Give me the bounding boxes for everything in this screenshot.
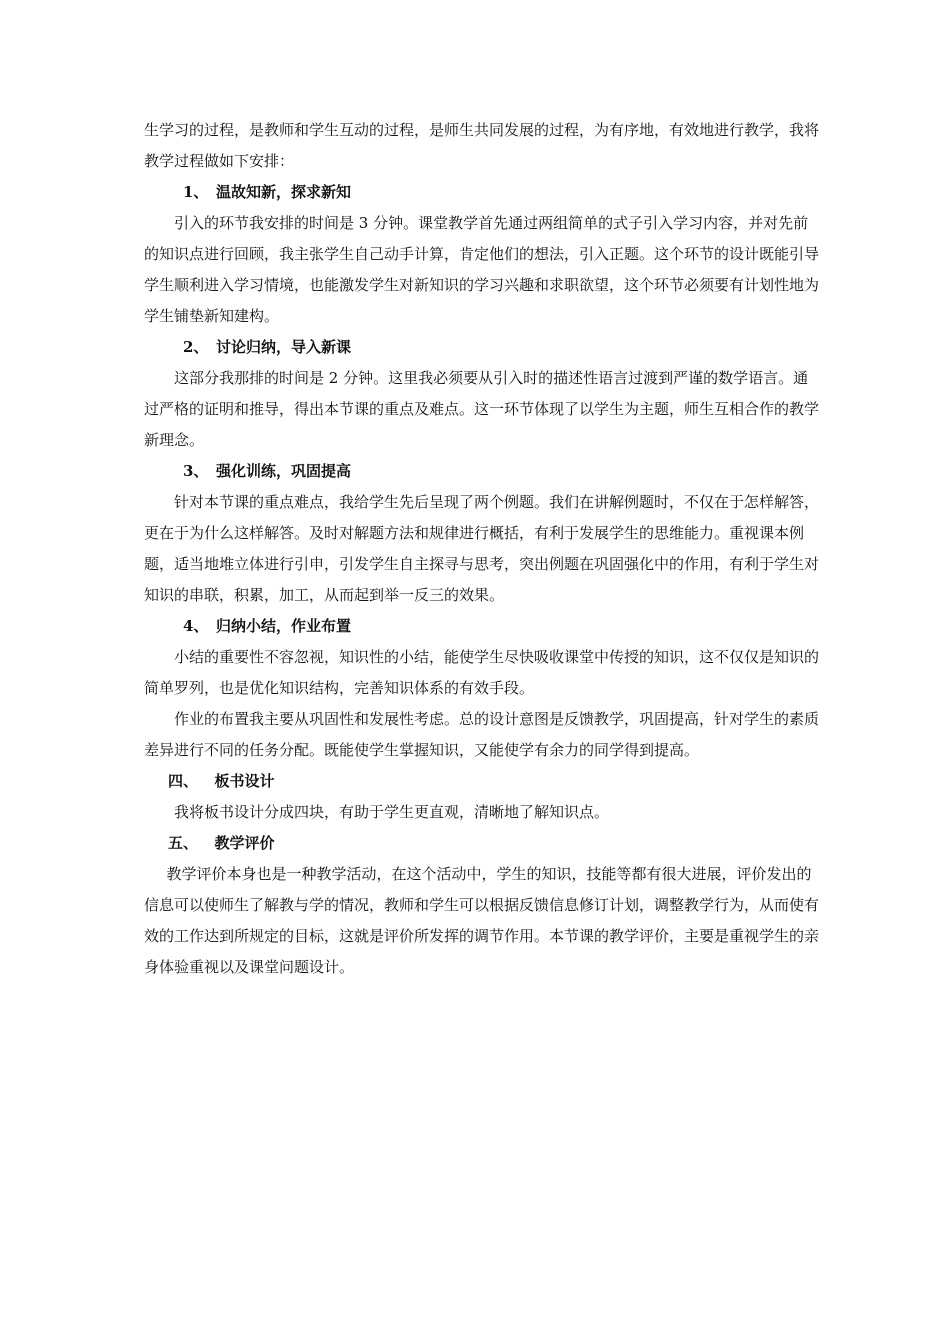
- part-number: 四、: [168, 772, 199, 790]
- part-heading-5: [144, 828, 820, 859]
- section-number: 4、: [183, 617, 209, 635]
- part-heading-4: [144, 766, 820, 797]
- section-3-paragraph-1: 针对本节课的重点难点，我给学生先后呈现了两个例题。我们在讲解例题时，不仅在于怎样解答，更在于为什么这样解答。及时对解题方法和规律进行概括，有利于发展学生的思维能力。重视课本例题，适当地堆立体进行引申，引发学生自主探寻与思考，突出例题在巩固强化中的作用，有利于学生对知识的串联，积累，加工，从而起到举一反三的效果。: [144, 493, 820, 604]
- section-number: 1、: [183, 183, 209, 201]
- part-title: 教学评价: [214, 834, 275, 852]
- part-4-paragraph: 我将板书设计分成四块，有助于学生更直观，清晰地了解知识点。: [174, 803, 610, 821]
- part-number: 五、: [168, 834, 199, 852]
- section-title: 温故知新，探求新知: [216, 183, 352, 201]
- section-heading-3: [144, 456, 820, 487]
- part-title: 板书设计: [214, 772, 275, 790]
- intro-paragraph: 生学习的过程，是教师和学生互动的过程，是师生共同发展的过程，为有序地，有效地进行教学，我将教学过程做如下安排：: [144, 121, 820, 170]
- section-4-paragraph-2: 作业的布置我主要从巩固性和发展性考虑。总的设计意图是反馈教学，巩固提高，针对学生的素质差异进行不同的任务分配。既能使学生掌握知识，又能使学有余力的同学得到提高。: [144, 710, 820, 759]
- part-5-paragraph: 教学评价本身也是一种教学活动，在这个活动中，学生的知识，技能等都有很大进展，评价发出的信息可以使师生了解教与学的情况，教师和学生可以根据反馈信息修订计划，调整教学行为，从而使有效的工作达到所规定的目标，这就是评价所发挥的调节作用。本节课的教学评价，主要是重视学生的亲身体验重视以及课堂问题设计。: [144, 865, 820, 976]
- section-number: 3、: [183, 462, 209, 480]
- section-2-paragraph-1: 这部分我那排的时间是 2 分钟。这里我必须要从引入时的描述性语言过渡到严谨的数学语言。通过严格的证明和推导，得出本节课的重点及难点。这一环节体现了以学生为主题，师生互相合作的教学新理念。: [144, 369, 820, 449]
- section-title: 归纳小结，作业布置: [216, 617, 352, 635]
- section-heading-1: [144, 177, 820, 208]
- section-number: 2、: [183, 338, 209, 356]
- section-1-paragraph-1: 引入的环节我安排的时间是 3 分钟。课堂教学首先通过两组简单的式子引入学习内容，并对先前的知识点进行回顾，我主张学生自己动手计算，肯定他们的想法，引入正题。这个环节的设计既能引导学生顺利进入学习情境，也能激发学生对新知识的学习兴趣和求职欲望，这个环节必须要有计划性地为学生铺垫新知建构。: [144, 214, 820, 325]
- section-heading-4: [144, 611, 820, 642]
- section-4-paragraph-1: 小结的重要性不容忽视，知识性的小结，能使学生尽快吸收课堂中传授的知识，这不仅仅是知识的简单罗列，也是优化知识结构，完善知识体系的有效手段。: [144, 648, 820, 697]
- section-title: 讨论归纳，导入新课: [216, 338, 352, 356]
- document-body: [144, 115, 820, 983]
- section-title: 强化训练，巩固提高: [216, 462, 352, 480]
- section-heading-2: [144, 332, 820, 363]
